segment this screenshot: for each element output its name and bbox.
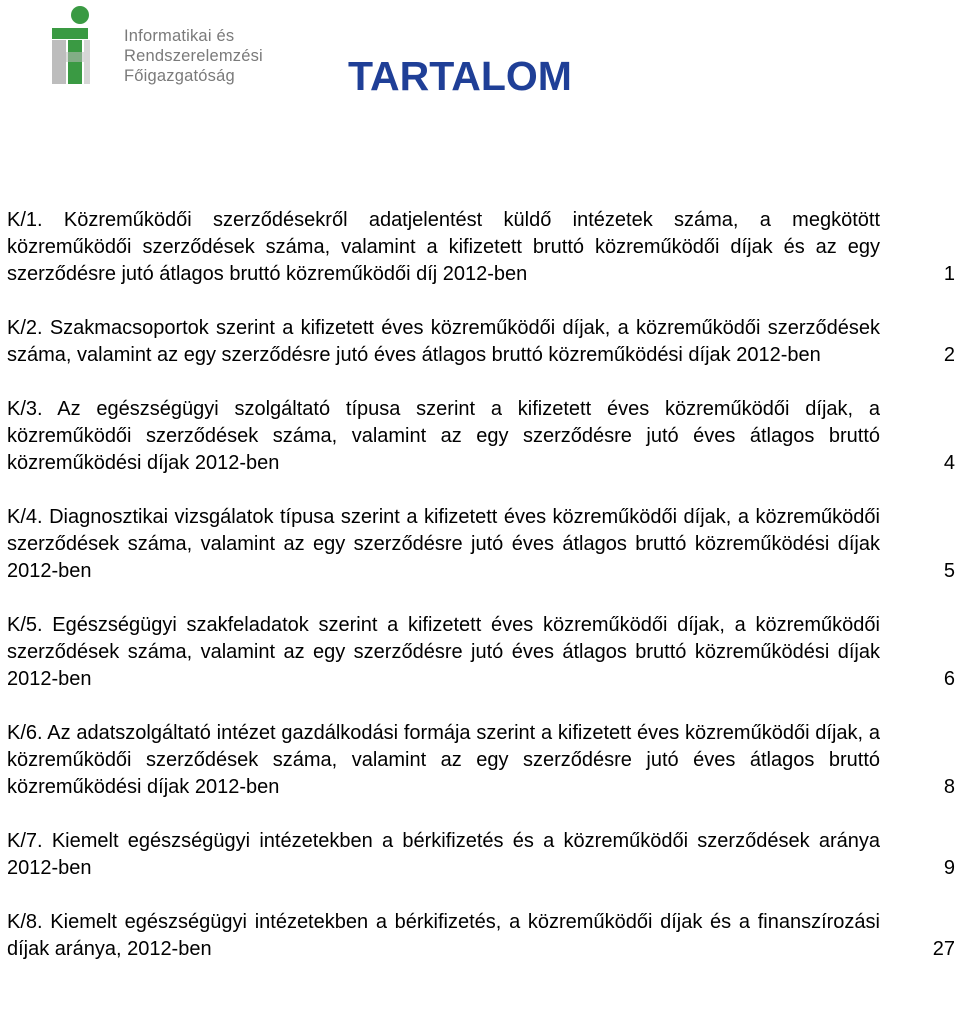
toc-entry[interactable] [7, 720, 957, 801]
toc-entry-text: K/6. Az adatszolgáltató intézet gazdálkodási formája szerint a kifizetett éves közreműködői díjak, a közreműködői szerződések száma, valamint az egy szerződésre jutó éves átlagos bruttó közreműködési díjak 2012-ben [7, 722, 880, 798]
toc-entry-page: 27 [932, 938, 955, 960]
toc-entry-page: 4 [943, 452, 955, 474]
toc-entry[interactable] [7, 828, 957, 882]
toc-entry-text: K/3. Az egészségügyi szolgáltató típusa szerint a kifizetett éves közreműködői díjak, a közreműködői szerződések száma, valamint az egy szerződésre jutó éves átlagos bruttó közreműködési díjak 2012-ben [7, 398, 880, 474]
toc-entry-page: 6 [943, 668, 955, 690]
toc-entry-text: K/4. Diagnosztikai vizsgálatok típusa szerint a kifizetett éves közreműködői díjak, a közreműködői szerződések száma, valamint az egy szerződésre jutó éves átlagos bruttó közreműködési díjak 2012-ben [7, 506, 880, 582]
toc-entry-text: K/8. Kiemelt egészségügyi intézetekben a bérkifizetés, a közreműködői díjak és a finanszírozási díjak aránya, 2012-ben [7, 911, 880, 960]
table-of-contents [7, 207, 957, 990]
organization-logo [50, 6, 310, 90]
toc-entry-text: K/5. Egészségügyi szakfeladatok szerint a kifizetett éves közreműködői díjak, a közreműködői szerződések száma, valamint az egy szerződésre jutó éves átlagos bruttó közreműködési díjak 2012-ben [7, 614, 880, 690]
toc-entry[interactable] [7, 909, 957, 963]
toc-entry-page: 5 [943, 560, 955, 582]
toc-entry[interactable] [7, 612, 957, 693]
toc-entry-page: 8 [943, 776, 955, 798]
page-title: TARTALOM [348, 53, 572, 99]
toc-entry[interactable] [7, 504, 957, 585]
toc-entry-page: 2 [943, 344, 955, 366]
logo-wordmark [124, 26, 314, 86]
toc-entry[interactable] [7, 207, 957, 288]
logo-line-3: Főigazgatóság [124, 67, 235, 85]
toc-entry-page: 1 [943, 263, 955, 285]
logo-line-2: Rendszerelemzési [124, 47, 263, 65]
toc-entry[interactable] [7, 315, 957, 369]
toc-entry-text: K/1. Közreműködői szerződésekről adatjelentést küldő intézetek száma, a megkötött közreműködői szerződések száma, valamint a kifizetett bruttó közreműködői díjak és az egy szerződésre jutó átlagos bruttó közreműködői díj 2012-ben [7, 209, 880, 285]
toc-entry-page: 9 [943, 857, 955, 879]
toc-entry-text: K/2. Szakmacsoportok szerint a kifizetett éves közreműködői díjak, a közreműködői szerződések száma, valamint az egy szerződésre jutó éves átlagos bruttó közreműködési díjak 2012-ben [7, 317, 880, 366]
toc-entry[interactable] [7, 396, 957, 477]
toc-entry-text: K/7. Kiemelt egészségügyi intézetekben a bérkifizetés és a közreműködői szerződések aránya 2012-ben [7, 830, 880, 879]
logo-mark-icon [50, 6, 120, 90]
logo-line-1: Informatikai és [124, 27, 235, 45]
